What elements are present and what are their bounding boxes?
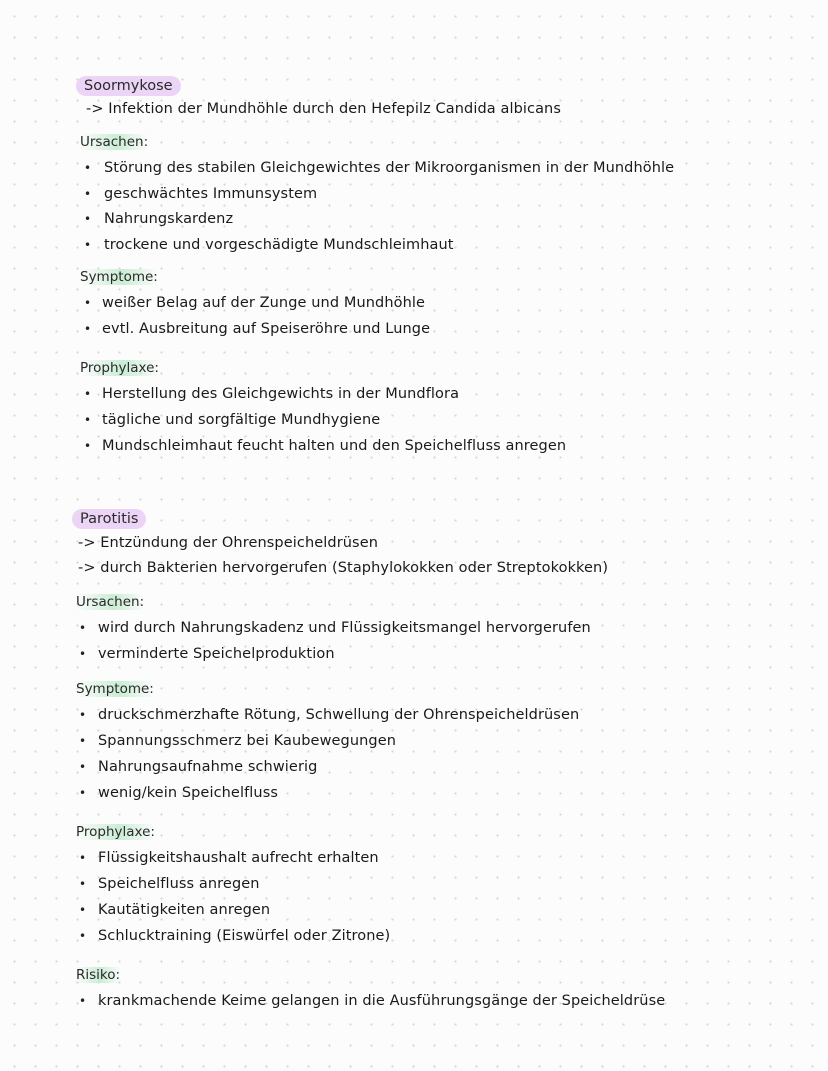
bullet-icon: • [79,760,87,774]
list-item: Nahrungsaufnahme schwierig [98,759,318,775]
heading-prophylaxe: Prophylaxe: [76,824,155,840]
section-title-parotitis: Parotitis [72,509,146,529]
list-item: evtl. Ausbreitung auf Speiseröhre und Lunge [102,321,431,337]
bullet-icon: • [84,387,92,401]
bullet-icon: • [84,238,92,252]
list-item: wird durch Nahrungskadenz und Flüssigkeitsmangel hervorgerufen [98,620,591,636]
list-item: Spannungsschmerz bei Kaubewegungen [98,733,397,749]
bullet-icon: • [84,413,92,427]
bullet-icon: • [79,877,87,891]
intro-line: -> durch Bakterien hervorgerufen (Staphylokokken oder Streptokokken) [78,560,609,576]
heading-symptome: Symptome: [80,269,158,285]
heading-risiko: Risiko: [76,967,121,983]
list-item: druckschmerzhafte Rötung, Schwellung der Ohrenspeicheldrüsen [98,707,580,723]
list-item: wenig/kein Speichelfluss [98,785,279,801]
list-item: Herstellung des Gleichgewichts in der Mundflora [102,386,460,402]
bullet-icon: • [79,786,87,800]
bullet-icon: • [84,439,92,453]
list-item: Störung des stabilen Gleichgewichtes der Mikroorganismen in der Mundhöhle [104,160,675,176]
intro-line: -> Infektion der Mundhöhle durch den Hefepilz Candida albicans [86,101,562,117]
heading-ursachen: Ursachen: [80,134,149,150]
bullet-icon: • [79,903,87,917]
bullet-icon: • [79,734,87,748]
bullet-icon: • [84,296,92,310]
bullet-icon: • [79,929,87,943]
bullet-icon: • [79,647,87,661]
list-item: krankmachende Keime gelangen in die Ausführungsgänge der Speicheldrüse [98,993,666,1009]
heading-ursachen: Ursachen: [76,594,145,610]
list-item: Mundschleimhaut feucht halten und den Speichelfluss anregen [102,438,567,454]
bullet-icon: • [79,851,87,865]
bullet-icon: • [84,161,92,175]
bullet-icon: • [84,212,92,226]
list-item: Nahrungskardenz [104,211,234,227]
list-item: geschwächtes Immunsystem [104,186,318,202]
bullet-icon: • [84,322,92,336]
heading-symptome: Symptome: [76,681,154,697]
list-item: Flüssigkeitshaushalt aufrecht erhalten [98,850,379,866]
section-title-soormykose: Soormykose [76,76,181,96]
bullet-icon: • [79,621,87,635]
bullet-icon: • [79,994,87,1008]
list-item: weißer Belag auf der Zunge und Mundhöhle [102,295,426,311]
list-item: trockene und vorgeschädigte Mundschleimhaut [104,237,454,253]
list-item: tägliche und sorgfältige Mundhygiene [102,412,381,428]
bullet-icon: • [84,187,92,201]
list-item: Schlucktraining (Eiswürfel oder Zitrone) [98,928,391,944]
intro-line: -> Entzündung der Ohrenspeicheldrüsen [78,535,379,551]
heading-prophylaxe: Prophylaxe: [80,360,159,376]
list-item: Speichelfluss anregen [98,876,260,892]
list-item: Kautätigkeiten anregen [98,902,271,918]
list-item: verminderte Speichelproduktion [98,646,335,662]
bullet-icon: • [79,708,87,722]
